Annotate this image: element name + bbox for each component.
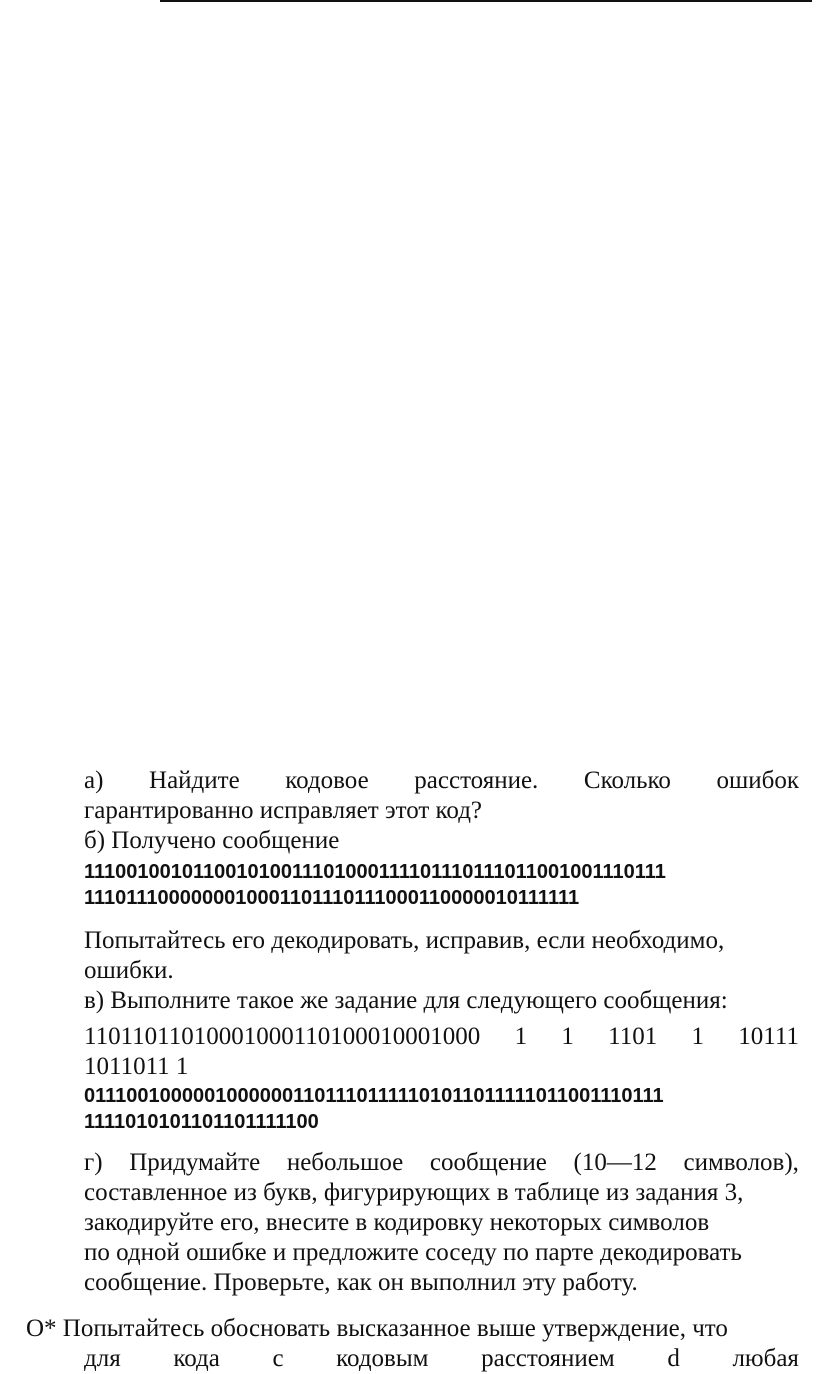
task-a-word: расстояние.	[414, 767, 539, 794]
task-o-line-1: О* Попытайтесь обосновать высказанное выше утверждение, что	[26, 1315, 728, 1342]
task-o-word: d	[667, 1345, 680, 1372]
task-g-word: г)	[84, 1149, 103, 1176]
task-g-word: символов),	[683, 1149, 799, 1176]
blank-page-area	[0, 2, 816, 742]
task-a-line-2: гарантированно исправляет этот код?	[84, 797, 483, 824]
task-v-code-segment: 11011011010001000110100010001000	[84, 1023, 481, 1050]
task-a-word: Сколько	[583, 767, 671, 794]
task-v-code-line-1: 011100100000100000011011101111101011011111011001110111	[84, 1085, 664, 1107]
task-a-line-1	[84, 766, 799, 796]
task-a-word: Найдите	[149, 767, 240, 794]
task-o-word: расстоянием	[481, 1345, 615, 1372]
task-v-line-3: 1011011 1	[84, 1053, 189, 1080]
task-g-line-5: сообщение. Проверьте, как он выполнил эту работу.	[84, 1269, 638, 1296]
task-o-word: кодовым	[336, 1345, 429, 1372]
task-v-heading: в) Выполните такое же задание для следующего сообщения:	[84, 987, 728, 1014]
task-v-code-segment: 1	[561, 1023, 574, 1050]
task-b-code-line-1: 111001001011001010011101000111101110111011001001110111	[84, 861, 666, 883]
task-v-code-segment: 10111	[738, 1023, 799, 1050]
task-v-line-2	[84, 1022, 799, 1052]
task-g-line-1	[84, 1148, 799, 1178]
task-o-word: с	[272, 1345, 284, 1372]
task-g-line-2: составленное из букв, фигурирующих в таблице из задания 3,	[84, 1179, 744, 1206]
task-a-word: кодовое	[285, 767, 369, 794]
task-g-word: небольшое	[286, 1149, 404, 1176]
task-b-heading: б) Получено сообщение	[84, 827, 340, 854]
task-g-word: (10—12	[573, 1149, 657, 1176]
task-o-word: любая	[732, 1345, 799, 1372]
task-b-instruction-line-1: Попытайтесь его декодировать, исправив, если необходимо,	[84, 927, 725, 954]
task-a-word: а)	[84, 767, 104, 794]
task-o-word: кода	[173, 1345, 220, 1372]
task-b-code-line-2: 1110111000000010001101110111000110000010111111	[84, 887, 580, 909]
task-v-code-segment: 1	[514, 1023, 528, 1050]
task-o-line-2	[84, 1344, 799, 1374]
task-o-word: для	[84, 1345, 121, 1372]
task-a-word: ошибок	[716, 767, 799, 794]
task-b-instruction-line-2: ошибки.	[84, 957, 174, 984]
task-g-word: Придумайте	[129, 1149, 261, 1176]
task-g-line-4: по одной ошибке и предложите соседу по парте декодировать	[84, 1239, 742, 1266]
task-g-word: сообщение	[429, 1149, 547, 1176]
task-v-code-line-2: 1111010101101101111100	[84, 1111, 319, 1133]
task-g-line-3: закодируйте его, внесите в кодировку некоторых символов	[84, 1209, 710, 1236]
task-v-code-segment: 1	[691, 1023, 704, 1050]
task-v-code-segment: 1101	[608, 1023, 658, 1050]
